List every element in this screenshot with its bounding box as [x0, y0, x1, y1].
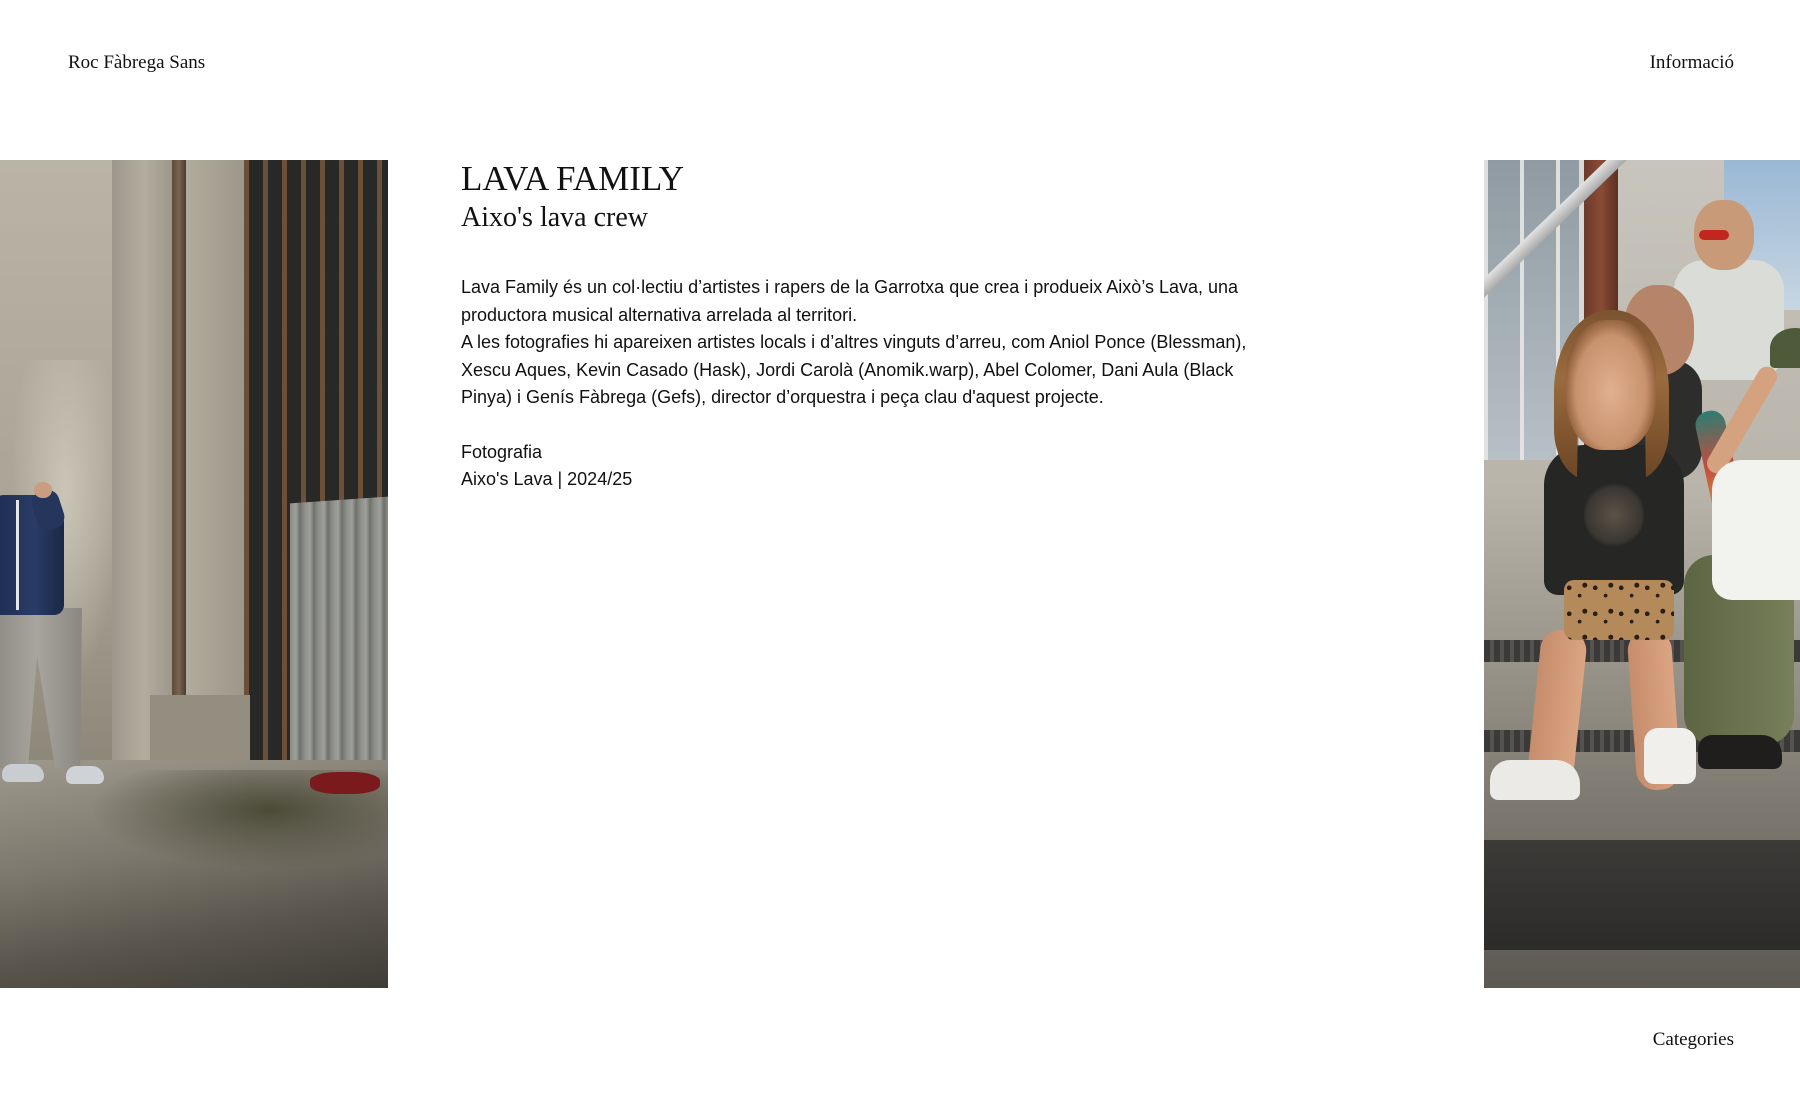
- photo-right-black-shoe: [1698, 735, 1782, 769]
- project-description-1: Lava Family és un col·lectiu d’artistes i rapers de la Garrotxa que crea i produeix Això’s Lava, una productora musical alternativa arrelada al territori.: [461, 277, 1239, 325]
- photo-left-pillar-2: [186, 160, 246, 780]
- photo-right-person-main-face: [1566, 320, 1656, 450]
- photo-right-sneaker: [1644, 728, 1696, 784]
- project-details: [461, 158, 1281, 494]
- project-title: LAVA FAMILY: [461, 159, 685, 198]
- photo-left-figure-hand: [34, 482, 52, 498]
- photo-right-sunglasses: [1699, 230, 1729, 240]
- photo-left-shoe: [66, 766, 104, 784]
- nav-info-link[interactable]: Informació: [1649, 52, 1734, 73]
- project-photo-left[interactable]: [0, 160, 388, 988]
- photo-right-sneaker: [1490, 760, 1580, 800]
- photo-left-cloth: [310, 772, 380, 794]
- photo-left-jacket-stripe: [16, 500, 19, 610]
- project-photo-right[interactable]: [1484, 160, 1800, 988]
- credit-label: Fotografia: [461, 441, 543, 462]
- photo-right-leopard-shorts: [1564, 580, 1674, 640]
- credit-value: Aixo's Lava | 2024/25: [461, 469, 633, 489]
- site-name-link[interactable]: Roc Fàbrega Sans: [68, 52, 206, 73]
- project-description-2: A les fotografies hi apareixen artistes locals i d’altres vinguts d’arreu, com Aniol Ponce (Blessman), Xescu Aques, Kevin Casado (Hask), Jordi Carolà (Anomik.warp), Abel Colomer, Dani Aula (Black Pinya) i Genís Fàbrega (Gefs), director d’orquestra i peça clau d'aquest projecte.: [461, 332, 1247, 407]
- photo-right-shirt-print: [1584, 480, 1644, 550]
- photo-left-shoe: [2, 764, 44, 782]
- photo-right-stair-step: [1484, 840, 1800, 950]
- nav-categories-link[interactable]: Categories: [1652, 1029, 1734, 1050]
- project-credits: [461, 439, 1281, 494]
- project-subtitle: Aixo's lava crew: [461, 202, 648, 233]
- photo-right-person-right-shirt: [1712, 460, 1800, 600]
